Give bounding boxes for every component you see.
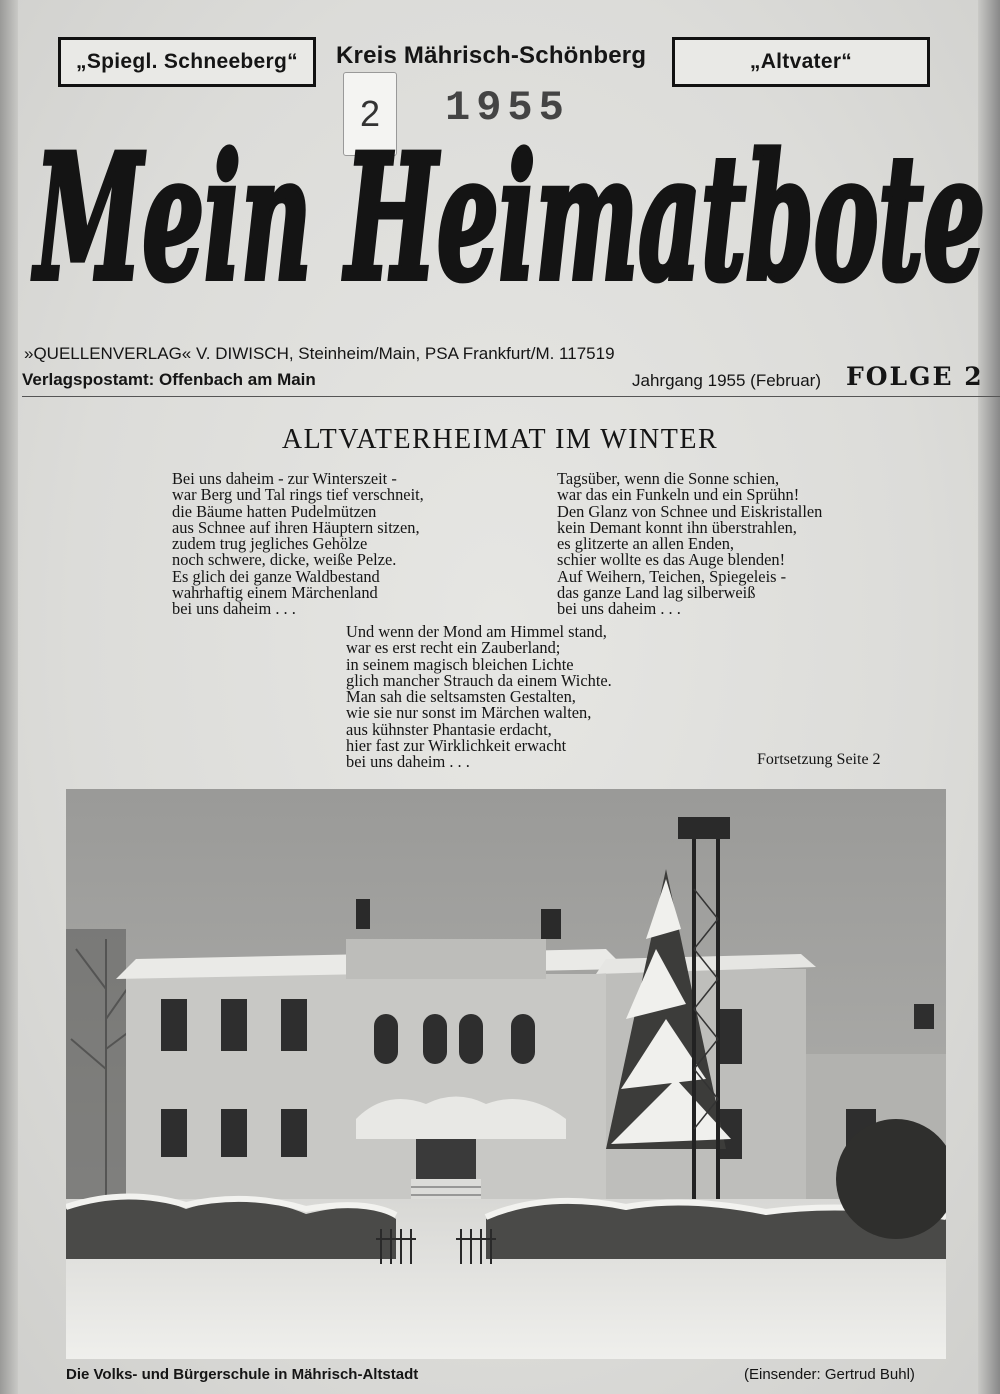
header-divider — [22, 396, 1000, 397]
poem-line: Es glich dei ganze Waldbestand — [172, 566, 380, 586]
poem-line: wie sie nur sonst im Märchen walten, — [346, 703, 592, 723]
continuation-note: Fortsetzung Seite 2 — [757, 751, 881, 768]
region-box-right: „Altvater“ — [672, 37, 930, 87]
photo-credit: (Einsender: Gertrud Buhl) — [744, 1366, 915, 1383]
poem-line: kein Demant konnt ihn überstrahlen, — [557, 517, 797, 537]
region-box-left: „Spiegl. Schneeberg“ — [58, 37, 316, 87]
poem-line: aus kühnster Phantasie erdacht, — [346, 719, 552, 739]
poem-line: wahrhaftig einem Märchenland — [172, 583, 378, 603]
photo-caption: Die Volks- und Bürgerschule in Mährisch-Altstadt — [66, 1366, 419, 1383]
school-building-illustration — [66, 789, 946, 1359]
binding-edge — [0, 0, 18, 1394]
poem-line: die Bäume hatten Pudelmützen — [172, 501, 377, 521]
poem-line: bei uns daheim . . . — [557, 599, 681, 619]
poem-stanza-2 — [557, 471, 822, 618]
poem-line: in seinem magisch bleichen Lichte — [346, 654, 574, 674]
publisher-line: »QUELLENVERLAG« V. DIWISCH, Steinheim/Main, PSA Frankfurt/M. 117519 — [24, 344, 615, 363]
poem-line: Und wenn der Mond am Himmel stand, — [346, 622, 607, 641]
poem-line: Bei uns daheim - zur Winterszeit - — [172, 469, 397, 488]
poem-line: glich mancher Strauch da einem Wichte. — [346, 670, 612, 690]
poem-line: Tagsüber, wenn die Sonne schien, — [557, 469, 780, 488]
poem-line: Den Glanz von Schnee und Eiskristallen — [557, 501, 823, 521]
masthead-logo — [30, 110, 990, 320]
poem-line: es glitzerte an allen Enden, — [557, 534, 735, 554]
masthead-title: Mein Heimatbote — [32, 116, 986, 319]
issue-number: FOLGE 2 — [846, 362, 984, 391]
poem-line: bei uns daheim . . . — [346, 752, 470, 772]
poem-line: aus Schnee auf ihren Häuptern sitzen, — [172, 517, 420, 537]
poem-stanza-3 — [346, 624, 612, 771]
poem-line: zudem trug jegliches Gehölze — [172, 534, 368, 554]
district-label: Kreis Mährisch-Schönberg — [336, 42, 647, 69]
poem-line: Auf Weihern, Teichen, Spiegeleis - — [557, 566, 787, 586]
poem-line: bei uns daheim . . . — [172, 599, 296, 619]
archive-number-sticker: 2 — [343, 72, 397, 156]
poem-line: hier fast zur Wirklichkeit erwacht — [346, 736, 567, 756]
postamt-line: Verlagspostamt: Offenbach am Main — [22, 370, 316, 389]
poem-line: war Berg und Tal rings tief verschneit, — [172, 485, 424, 505]
poem-line: das ganze Land lag silberweiß — [557, 583, 756, 603]
poem-line: war es erst recht ein Zauberland; — [346, 638, 561, 658]
archive-year-stamp: 1955 — [445, 84, 570, 132]
poem-line: war das ein Funkeln und ein Sprühn! — [557, 485, 800, 505]
school-photo — [66, 789, 946, 1359]
poem-line: schier wollte es das Auge blenden! — [557, 550, 786, 570]
poem-line: noch schwere, dicke, weiße Pelze. — [172, 550, 397, 570]
poem-stanza-1 — [172, 471, 424, 618]
poem-title: ALTVATERHEIMAT IM WINTER — [281, 424, 719, 455]
issue-date: Jahrgang 1955 (Februar) — [632, 371, 822, 390]
poem-line: Man sah die seltsamsten Gestalten, — [346, 687, 576, 707]
